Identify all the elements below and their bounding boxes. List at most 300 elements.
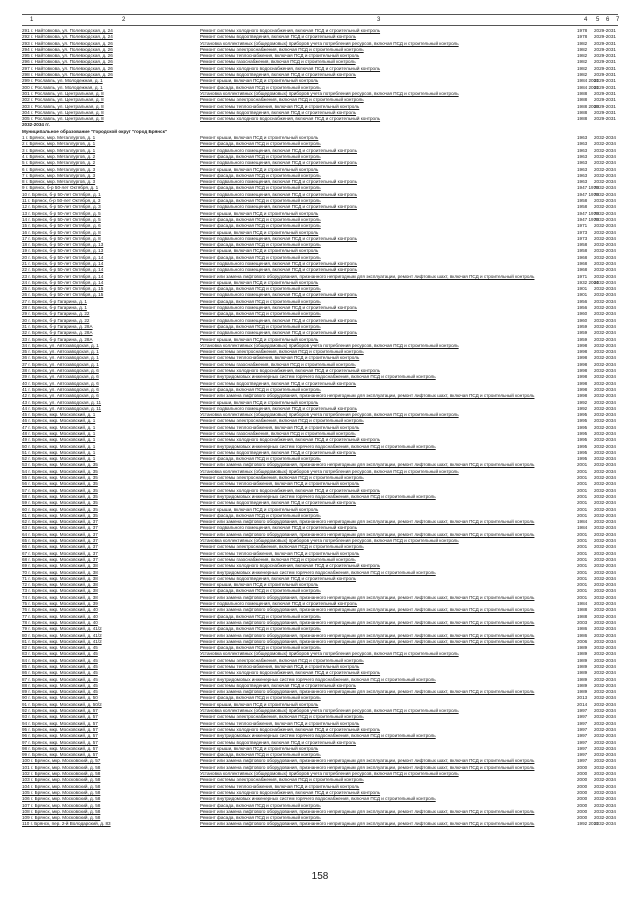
address-cell: 299 г. Рославль, ул. Молодежная, д. 1 — [22, 78, 103, 84]
address-cell: 19 г. Брянск, б-р 50-лет Октября, д. 13 — [22, 248, 104, 254]
year-built-cell: 2000 — [577, 777, 588, 783]
planned-period-cell: 2029-2031 — [594, 28, 616, 33]
table-header — [22, 14, 618, 26]
work-type-cell: Ремонт или замена лифтового оборудования, признанного непригодным для эксплуатации, ремонт лифтовых шахт, включая ПСД и строительный контроль — [200, 764, 535, 770]
year-built-cell: 1947 1978 — [577, 210, 599, 216]
address-cell: 9 г. Брянск, б-р 50-лет Октября, д. 1 — [22, 185, 99, 191]
planned-period-cell: 2029-2031 — [594, 65, 616, 71]
address-cell: 61 г. Брянск, мкр. Московский, д. 35 — [22, 512, 98, 518]
address-cell: 35 г. Брянск, ул. Автозаводская, д. 1 — [22, 349, 99, 355]
year-built-cell: 2000 — [577, 764, 588, 770]
year-built-cell: 2001 — [577, 512, 588, 518]
planned-period-cell: 2032-2034 — [594, 802, 616, 808]
work-type-cell: Установка коллективных (общедомовых) приборов учета потребления ресурсов, включая ПСД и строительный контроль — [200, 771, 459, 777]
work-type-cell: Ремонт системы водоотведения, включая ПСД и строительный контроль — [200, 575, 357, 581]
year-built-cell: 2001 — [577, 506, 588, 512]
address-cell: 30 г. Брянск, б-р Гагарина, д. 22 — [22, 317, 90, 323]
address-cell: 43 г. Брянск, ул. Автозаводская, д. 11 — [22, 399, 102, 405]
work-type-cell: Ремонт или замена лифтового оборудования, признанного непригодным для эксплуатации, ремонт лифтовых шахт, включая ПСД и строительный контроль — [200, 619, 535, 625]
planned-period-cell: 2032-2034 — [594, 701, 616, 707]
planned-period-cell: 2032-2034 — [594, 582, 616, 588]
planned-period-cell: 2032-2034 — [594, 298, 616, 304]
planned-period-cell: 2032-2034 — [594, 487, 616, 493]
planned-period-cell: 2032-2034 — [594, 431, 616, 436]
address-cell: 79 г. Брянск, мкр. Московский, д. 41/2 — [22, 626, 102, 632]
work-type-cell: Ремонт системы холодного водоснабжения, включая ПСД и строительный контроль — [200, 65, 381, 71]
planned-period-cell: 2032-2034 — [594, 613, 616, 619]
planned-period-cell: 2032-2034 — [594, 607, 616, 613]
col-header-4: 4 — [584, 17, 588, 23]
address-cell: 23 г. Брянск, б-р 50-лет Октября, д. 14 — [22, 273, 104, 279]
planned-period-cell: 2032-2034 — [594, 796, 616, 802]
work-type-cell: Ремонт внутридомовых инженерных систем горячего водоснабжения, включая ПСД и строительный контроль — [200, 443, 436, 449]
year-built-cell: 1963 — [577, 179, 588, 185]
planned-period-cell: 2032-2034 — [594, 638, 616, 644]
address-cell: 2 г. Брянск, мкр. Металлургов, д. 1 — [22, 141, 96, 147]
work-type-cell: Ремонт фасада, включая ПСД и строительный контроль — [200, 141, 321, 147]
year-built-cell: 2001 — [577, 493, 588, 499]
address-cell: 99 г. Брянск, мкр. Московский, д. 57 — [22, 752, 98, 758]
address-cell: 37 г. Брянск, ул. Автозаводская, д. 1 — [22, 361, 99, 367]
address-cell: 8 г. Брянск, мкр. Металлургов, д. 3 — [22, 179, 96, 185]
planned-period-cell: 2032-2034 — [594, 418, 616, 424]
planned-period-cell: 2029-2031 — [594, 84, 616, 90]
address-cell: 49 г. Брянск, мкр. Московский, д. 1 — [22, 437, 96, 443]
planned-period-cell: 2029-2031 — [594, 72, 616, 78]
work-type-cell: Ремонт системы электроснабжения, включая ПСД и строительный контроль — [200, 97, 364, 103]
address-cell: 94 г. Брянск, мкр. Московский, д. 57 — [22, 720, 98, 726]
planned-period-cell: 2032-2034 — [594, 556, 616, 562]
work-type-cell: Ремонт фасада, включая ПСД и строительный контроль — [200, 323, 321, 329]
work-type-cell: Ремонт системы газоснабжения, включая ПСД и строительный контроль — [200, 556, 356, 562]
year-built-cell: 1988 — [577, 613, 588, 619]
year-built-cell: 1958 — [577, 242, 588, 248]
year-built-cell: 1997 — [577, 720, 588, 726]
year-built-cell: 1988 — [577, 116, 588, 122]
col-header-5: 5 — [596, 17, 600, 23]
address-cell: 51 г. Брянск, мкр. Московский, д. 1 — [22, 449, 96, 455]
work-type-cell: Ремонт системы холодного водоснабжения, включая ПСД и строительный контроль — [200, 368, 381, 374]
address-cell: 25 г. Брянск, б-р 50-лет Октября, д. 15 — [22, 286, 104, 292]
planned-period-cell: 2032-2034 — [594, 412, 616, 418]
address-cell: 6 г. Брянск, мкр. Металлургов, д. 3 — [22, 166, 96, 172]
planned-period-cell: 2032-2034 — [594, 777, 616, 783]
work-type-cell: Ремонт или замена лифтового оборудования, признанного непригодным для эксплуатации, ремонт лифтовых шахт, включая ПСД и строительный контроль — [200, 758, 535, 764]
work-type-cell: Ремонт системы теплоснабжения, включая ПСД и строительный контроль — [200, 424, 360, 430]
work-type-cell: Ремонт или замена лифтового оборудования, признанного непригодным для эксплуатации, ремонт лифтовых шахт, включая ПСД и строительный контроль — [200, 273, 535, 279]
year-built-cell: 1984 2001 — [577, 78, 599, 84]
year-built-cell: 2000 — [577, 783, 588, 789]
work-type-cell: Установка коллективных (общедомовых) приборов учета потребления ресурсов, включая ПСД и строительный контроль — [200, 468, 459, 474]
address-cell: 303 г. Рославль, ул. Центральная, д. 8 — [22, 103, 104, 109]
planned-period-cell: 2032-2034 — [594, 235, 616, 241]
year-built-cell: 1995 — [577, 437, 588, 443]
year-built-cell: 1997 — [577, 745, 588, 751]
address-cell: 7 г. Брянск, мкр. Металлургов, д. 3 — [22, 172, 96, 178]
address-cell: 40 г. Брянск, ул. Автозаводская, д. 6 — [22, 380, 99, 386]
address-cell: 100 г. Брянск, мкр. Московский, д. 57 — [22, 758, 101, 764]
address-cell: 29 г. Брянск, б-р Гагарина, д. 22 — [22, 311, 90, 317]
address-cell: 88 г. Брянск, мкр. Московский, д. 45 — [22, 682, 98, 688]
year-built-cell: 1998 — [577, 380, 588, 386]
address-cell: 14 г. Брянск, б-р 50-лет Октября, д. 5 — [22, 216, 101, 222]
address-cell: 1 г. Брянск, мкр. Металлургов, д. 1 — [22, 135, 96, 141]
year-built-cell: 1988 — [577, 109, 588, 115]
planned-period-cell: 2029-2031 — [594, 90, 616, 96]
work-type-cell: Ремонт или замена лифтового оборудования, признанного непригодным для эксплуатации, ремонт лифтовых шахт, включая ПСД и строительный контроль — [200, 462, 535, 468]
work-type-cell: Ремонт подвального помещения, включая ПСД и строительный контроль — [200, 267, 357, 273]
year-built-cell: 1971 — [577, 273, 588, 279]
planned-period-cell: 2032-2034 — [594, 393, 616, 399]
year-built-cell: 1947 1978 — [577, 191, 599, 197]
address-cell: 108 г. Брянск, мкр. Московский, д. 58 — [22, 808, 101, 814]
planned-period-cell: 2032-2034 — [594, 651, 616, 657]
planned-period-cell: 2032-2034 — [594, 135, 616, 141]
work-type-cell: Ремонт системы теплоснабжения, включая ПСД и строительный контроль — [200, 663, 360, 669]
address-cell: 87 г. Брянск, мкр. Московский, д. 45 — [22, 676, 98, 682]
year-built-cell: 1997 — [577, 714, 588, 720]
work-type-cell: Ремонт системы теплоснабжения, включая ПСД и строительный контроль — [200, 720, 360, 726]
year-built-cell: 2003 — [577, 619, 588, 625]
planned-period-cell: 2032-2034 — [594, 141, 616, 147]
address-cell: 47 г. Брянск, мкр. Московский, д. 1 — [22, 424, 96, 430]
planned-period-cell: 2032-2034 — [594, 594, 616, 600]
work-type-cell: Ремонт подвального помещения, включая ПСД и строительный контроль — [200, 160, 357, 166]
work-type-cell: Установка коллективных (общедомовых) приборов учета потребления ресурсов, включая ПСД и строительный контроль — [200, 342, 459, 348]
address-cell: 33 г. Брянск, б-р Гагарина, д. 28А — [22, 336, 93, 342]
planned-period-cell: 2032-2034 — [594, 424, 616, 430]
address-cell: 60 г. Брянск, мкр. Московский, д. 35 — [22, 506, 98, 512]
address-cell: 10 г. Брянск, б-р 50-лет Октября, д. 1 — [22, 191, 101, 197]
year-built-cell: 2006 — [577, 638, 588, 644]
year-built-cell: 2001 — [577, 556, 588, 562]
address-cell: 39 г. Брянск, ул. Автозаводская, д. 6 — [22, 374, 99, 380]
work-type-cell: Ремонт фасада, включая ПСД и строительный контроль — [200, 84, 321, 90]
work-type-cell: Ремонт фасада, включая ПСД и строительный контроль — [200, 223, 321, 229]
work-type-cell: Ремонт или замена лифтового оборудования, признанного непригодным для эксплуатации, ремонт лифтовых шахт, включая ПСД и строительный контроль — [200, 519, 535, 525]
year-built-cell: 1989 — [577, 657, 588, 663]
col-header-2: 2 — [122, 17, 126, 23]
work-type-cell: Ремонт фасада, включая ПСД и строительный контроль — [200, 298, 321, 304]
planned-period-cell: 2032-2034 — [594, 626, 616, 632]
year-built-cell: 1988 2008 — [577, 103, 599, 109]
address-cell: 75 г. Брянск, мкр. Московский, д. 39 — [22, 601, 98, 607]
planned-period-cell: 2032-2034 — [594, 342, 616, 348]
work-type-cell: Ремонт системы холодного водоснабжения, включая ПСД и строительный контроль — [200, 789, 381, 795]
year-built-cell: 1995 — [577, 412, 588, 418]
planned-period-cell: 2032-2034 — [594, 405, 616, 411]
year-built-cell: 1995 — [577, 456, 588, 462]
address-cell: 69 г. Брянск, мкр. Московский, д. 38 — [22, 563, 98, 569]
address-cell: 95 г. Брянск, мкр. Московский, д. 57 — [22, 726, 98, 732]
planned-period-cell: 2032-2034 — [594, 663, 616, 669]
year-built-cell: 2001 — [577, 487, 588, 493]
year-built-cell: 1988 — [577, 97, 588, 103]
address-cell: 57 г. Брянск, мкр. Московский, д. 35 — [22, 487, 98, 493]
address-cell: 62 г. Брянск, мкр. Московский, д. 37 — [22, 519, 98, 525]
work-type-cell: Ремонт крыши, включая ПСД и строительный контроль — [200, 248, 319, 254]
planned-period-cell: 2029-2031 — [594, 46, 616, 52]
year-built-cell: 1968 — [577, 267, 588, 273]
planned-period-cell: 2032-2034 — [594, 493, 616, 499]
address-cell: 44 г. Брянск, ул. Автозаводская, д. 11 — [22, 405, 102, 411]
planned-period-cell: 2032-2034 — [594, 563, 616, 569]
address-cell: 296 г. Найтовкова, ул. Полевходская, д. 26 — [22, 59, 113, 65]
work-type-cell: Ремонт внутридомовых инженерных систем горячего водоснабжения, включая ПСД и строительный контроль — [200, 374, 436, 380]
address-cell: 98 г. Брянск, мкр. Московский, д. 57 — [22, 745, 98, 751]
year-built-cell: 2001 — [577, 500, 588, 506]
planned-period-cell: 2032-2034 — [594, 676, 616, 682]
work-type-cell: Ремонт системы электроснабжения, включая ПСД и строительный контроль — [200, 418, 364, 424]
table-body — [22, 28, 622, 828]
address-cell: 78 г. Брянск, мкр. Московский, д. 40 — [22, 619, 98, 625]
work-type-cell: Ремонт крыши, включая ПСД и строительный контроль — [200, 166, 319, 172]
address-cell: 24 г. Брянск, б-р 50-лет Октября, д. 14 — [22, 279, 104, 285]
work-type-cell: Ремонт фасада, включая ПСД и строительный контроль — [200, 645, 321, 651]
year-built-cell: 1989 — [577, 651, 588, 657]
planned-period-cell: 2032-2034 — [594, 336, 616, 342]
year-built-cell: 1963 — [577, 153, 588, 159]
year-built-cell: 2000 — [577, 796, 588, 802]
year-built-cell: 1984 2001 — [577, 84, 599, 90]
year-built-cell: 1956 — [577, 298, 588, 304]
year-built-cell: 1963 — [577, 172, 588, 178]
year-built-cell: 1986 — [577, 626, 588, 632]
work-type-cell: Ремонт системы холодного водоснабжения, включая ПСД и строительный контроль — [200, 726, 381, 732]
planned-period-cell: 2032-2034 — [594, 172, 616, 178]
year-built-cell: 1998 — [577, 355, 588, 361]
work-type-cell: Ремонт системы электроснабжения, включая ПСД и строительный контроль — [200, 657, 364, 663]
planned-period-cell: 2032-2034 — [594, 323, 616, 329]
address-cell: 104 г. Брянск, мкр. Московский, д. 58 — [22, 783, 101, 789]
year-built-cell: 1982 — [577, 72, 588, 78]
work-type-cell: Ремонт подвального помещения, включая ПСД и строительный контроль — [200, 292, 357, 298]
year-built-cell: 2013 — [577, 695, 588, 701]
planned-period-cell: 2032-2034 — [594, 657, 616, 663]
work-type-cell: Ремонт или замена лифтового оборудования, признанного непригодным для эксплуатации, ремонт лифтовых шахт, включая ПСД и строительный контроль — [200, 638, 535, 644]
work-type-cell: Ремонт крыши, включая ПСД и строительный контроль — [200, 78, 319, 84]
work-type-cell: Ремонт или замена лифтового оборудования, признанного непригодным для эксплуатации, ремонт лифтовых шахт, включая ПСД и строительный контроль — [200, 632, 535, 638]
planned-period-cell: 2032-2034 — [594, 726, 616, 732]
year-built-cell: 1968 — [577, 260, 588, 266]
col-header-6: 6 — [606, 17, 610, 23]
work-type-cell: Ремонт системы теплоснабжения, включая ПСД и строительный контроль — [200, 53, 360, 59]
year-built-cell: 1995 — [577, 424, 588, 430]
year-built-cell: 1984 — [577, 525, 588, 531]
work-type-cell: Ремонт системы электроснабжения, включая ПСД и строительный контроль — [200, 714, 364, 720]
planned-period-cell: 2032-2034 — [594, 311, 616, 317]
address-cell: 105 г. Брянск, мкр. Московский, д. 58 — [22, 789, 101, 795]
planned-period-cell: 2032-2034 — [594, 569, 616, 575]
year-built-cell: 1997 — [577, 752, 588, 758]
address-cell: Муниципальное образование "Городской округ "город Брянск" — [22, 128, 168, 134]
address-cell: 31 г. Брянск, б-р Гагарина, д. 28А — [22, 323, 93, 329]
address-cell: 291 г. Найтовкова, ул. Полевходская, д. 24 — [22, 28, 113, 33]
planned-period-cell: 2032-2034 — [594, 771, 616, 777]
year-built-cell: 1982 — [577, 46, 588, 52]
planned-period-cell: 2032-2034 — [594, 588, 616, 594]
year-built-cell: 1982 — [577, 40, 588, 46]
address-cell: 82 г. Брянск, мкр. Московский, д. 45 — [22, 645, 98, 651]
year-built-cell: 2001 — [577, 462, 588, 468]
planned-period-cell: 2032-2034 — [594, 481, 616, 487]
address-cell: 15 г. Брянск, б-р 50-лет Октября, д. 6 — [22, 223, 101, 229]
address-cell: 300 г. Рославль, ул. Молодежная, д. 1 — [22, 84, 103, 90]
work-type-cell: Ремонт фасада, включая ПСД и строительный контроль — [200, 512, 321, 518]
year-built-cell: 1973 — [577, 235, 588, 241]
year-built-cell: 1989 — [577, 689, 588, 695]
year-built-cell: 1997 — [577, 708, 588, 714]
year-built-cell: 1960 — [577, 311, 588, 317]
work-type-cell: Ремонт подвального помещения, включая ПСД и строительный контроль — [200, 204, 357, 210]
work-type-cell: Ремонт системы электроснабжения, включая ПСД и строительный контроль — [200, 475, 364, 481]
work-type-cell: Ремонт системы водоотведения, включая ПСД и строительный контроль — [200, 739, 357, 745]
address-cell: 5 г. Брянск, мкр. Металлургов, д. 2 — [22, 160, 96, 166]
planned-period-cell: 2029-2031 — [594, 59, 616, 65]
work-type-cell: Ремонт фасада, включая ПСД и строительный контроль — [200, 802, 321, 808]
work-type-cell: Ремонт или замена лифтового оборудования, признанного непригодным для эксплуатации, ремонт лифтовых шахт, включая ПСД и строительный контроль — [200, 821, 535, 827]
address-cell: 92 г. Брянск, мкр. Московский, д. 57 — [22, 708, 98, 714]
address-cell: 20 г. Брянск, б-р 50-лет Октября, д. 14 — [22, 254, 104, 260]
year-built-cell: 1989 — [577, 663, 588, 669]
planned-period-cell: 2032-2034 — [594, 808, 616, 814]
work-type-cell: Ремонт фасада, включая ПСД и строительный контроль — [200, 216, 321, 222]
planned-period-cell: 2032-2034 — [594, 267, 616, 273]
planned-period-cell: 2032-2034 — [594, 752, 616, 758]
year-built-cell: 1901 — [577, 286, 588, 292]
address-cell: 89 г. Брянск, мкр. Московский, д. 45 — [22, 689, 98, 695]
year-built-cell: 1963 — [577, 160, 588, 166]
address-cell: 85 г. Брянск, мкр. Московский, д. 45 — [22, 663, 98, 669]
year-built-cell: 2001 — [577, 544, 588, 550]
work-type-cell: Ремонт или замена лифтового оборудования, признанного непригодным для эксплуатации, ремонт лифтовых шахт, включая ПСД и строительный контроль — [200, 531, 535, 537]
year-built-cell: 1982 — [577, 65, 588, 71]
work-type-cell: Ремонт системы холодного водоснабжения, включая ПСД и строительный контроль — [200, 116, 381, 122]
work-type-cell: Ремонт системы электроснабжения, включая ПСД и строительный контроль — [200, 544, 364, 550]
year-built-cell: 2001 — [577, 531, 588, 537]
work-type-cell: Ремонт системы электроснабжения, включая ПСД и строительный контроль — [200, 777, 364, 783]
planned-period-cell: 2032-2034 — [594, 286, 616, 292]
address-cell: 54 г. Брянск, мкр. Московский, д. 35 — [22, 468, 98, 474]
work-type-cell: Ремонт фасада, включая ПСД и строительный контроль — [200, 695, 321, 701]
work-type-cell: Ремонт или замена лифтового оборудования, признанного непригодным для эксплуатации, ремонт лифтовых шахт, включая ПСД и строительный контроль — [200, 808, 535, 814]
planned-period-cell: 2032-2034 — [594, 462, 616, 468]
year-built-cell: 1989 — [577, 670, 588, 676]
planned-period-cell: 2032-2034 — [594, 733, 616, 739]
col-header-1: 1 — [30, 17, 34, 23]
address-cell: 26 г. Брянск, б-р 50-лет Октября, д. 15 — [22, 292, 104, 298]
work-type-cell: Ремонт внутридомовых инженерных систем горячего водоснабжения, включая ПСД и строительный контроль — [200, 733, 436, 739]
planned-period-cell: 2032-2034 — [594, 386, 616, 392]
work-type-cell: Ремонт подвального помещения, включая ПСД и строительный контроль — [200, 147, 357, 153]
address-cell: 72 г. Брянск, мкр. Московский, д. 38 — [22, 582, 98, 588]
address-cell: 81 г. Брянск, мкр. Московский, д. 41/2 — [22, 638, 102, 644]
address-cell: 16 г. Брянск, б-р 50-лет Октября, д. 8 — [22, 229, 101, 235]
work-type-cell: Ремонт фасада, включая ПСД и строительный контроль — [200, 752, 321, 758]
year-built-cell: 1989 — [577, 645, 588, 651]
year-built-cell: 1958 — [577, 248, 588, 254]
planned-period-cell: 2032-2034 — [594, 764, 616, 770]
work-type-cell: Ремонт фасада, включая ПСД и строительный контроль — [200, 626, 321, 632]
address-cell: 38 г. Брянск, ул. Автозаводская, д. 6 — [22, 368, 99, 374]
address-cell: 297 г. Найтовкова, ул. Полевходская, д. 26 — [22, 65, 113, 71]
planned-period-cell: 2032-2034 — [594, 380, 616, 386]
work-type-cell: Ремонт или замена лифтового оборудования, признанного непригодным для эксплуатации, ремонт лифтовых шахт, включая ПСД и строительный контроль — [200, 594, 535, 600]
planned-period-cell: 2032-2034 — [594, 166, 616, 172]
work-type-cell: Ремонт внутридомовых инженерных систем горячего водоснабжения, включая ПСД и строительный контроль — [200, 569, 436, 575]
work-type-cell: Ремонт фасада, включая ПСД и строительный контроль — [200, 185, 321, 191]
address-cell: 293 г. Найтовкова, ул. Полевходская, д. 26 — [22, 40, 113, 46]
address-cell: 11 г. Брянск, б-р 50-лет Октября, д. 3 — [22, 198, 101, 204]
address-cell: 52 г. Брянск, мкр. Московский, д. 1 — [22, 456, 96, 462]
planned-period-cell: 2032-2034 — [594, 670, 616, 676]
address-cell: 55 г. Брянск, мкр. Московский, д. 35 — [22, 475, 98, 481]
planned-period-cell: 2032-2034 — [594, 519, 616, 525]
year-built-cell: 2001 — [577, 582, 588, 588]
address-cell: 32 г. Брянск, б-р Гагарина, д. 28А — [22, 330, 93, 336]
work-type-cell: Ремонт фасада, включая ПСД и строительный контроль — [200, 153, 321, 159]
address-cell: 22 г. Брянск, б-р 50-лет Октября, д. 14 — [22, 267, 104, 273]
planned-period-cell: 2032-2034 — [594, 739, 616, 745]
planned-period-cell: 2032-2034 — [594, 456, 616, 462]
work-type-cell: Ремонт подвального помещения, включая ПСД и строительный контроль — [200, 235, 357, 241]
address-cell: 102 г. Брянск, мкр. Московский, д. 58 — [22, 771, 101, 777]
year-built-cell: 2014 — [577, 701, 588, 707]
address-cell: 107 г. Брянск, мкр. Московский, д. 58 — [22, 802, 101, 808]
year-built-cell: 1997 — [577, 726, 588, 732]
planned-period-cell: 2032-2034 — [594, 544, 616, 550]
work-type-cell: Ремонт подвального помещения, включая ПСД и строительный контроль — [200, 260, 357, 266]
planned-period-cell: 2032-2034 — [594, 538, 616, 544]
year-built-cell: 1978 — [577, 34, 588, 40]
address-cell: 59 г. Брянск, мкр. Московский, д. 35 — [22, 500, 98, 506]
planned-period-cell: 2029-2031 — [594, 34, 616, 40]
planned-period-cell: 2032-2034 — [594, 449, 616, 455]
year-built-cell: 1947 1978 — [577, 185, 599, 191]
year-built-cell: 2001 — [577, 538, 588, 544]
year-built-cell: 2000 — [577, 802, 588, 808]
year-built-cell: 1959 — [577, 330, 588, 336]
year-built-cell: 2000 — [577, 815, 588, 821]
year-built-cell: 1998 — [577, 393, 588, 399]
planned-period-cell: 2032-2034 — [594, 330, 616, 336]
work-type-cell: Ремонт крыши, включая ПСД и строительный контроль — [200, 210, 319, 216]
planned-period-cell: 2032-2034 — [594, 512, 616, 518]
address-cell: 58 г. Брянск, мкр. Московский, д. 35 — [22, 493, 98, 499]
planned-period-cell: 2032-2034 — [594, 789, 616, 795]
year-built-cell: 1971 — [577, 223, 588, 229]
year-built-cell: 1992 — [577, 399, 588, 405]
planned-period-cell: 2032-2034 — [594, 317, 616, 323]
address-cell: 21 г. Брянск, б-р 50-лет Октября, д. 14 — [22, 260, 104, 266]
work-type-cell: Ремонт крыши, включая ПСД и строительный контроль — [200, 701, 319, 707]
work-type-cell: Ремонт фасада, включая ПСД и строительный контроль — [200, 311, 321, 317]
planned-period-cell: 2029-2031 — [594, 53, 616, 59]
year-built-cell: 1978 — [577, 28, 588, 33]
work-type-cell: Ремонт системы теплоснабжения, включая ПСД и строительный контроль — [200, 783, 360, 789]
address-cell: 77 г. Брянск, мкр. Московский, д. 40 — [22, 613, 98, 619]
planned-period-cell: 2029-2031 — [594, 103, 616, 109]
planned-period-cell: 2032-2034 — [594, 714, 616, 720]
work-type-cell: Ремонт системы водоотведения, включая ПСД и строительный контроль — [200, 380, 357, 386]
work-type-cell: Ремонт фасада, включая ПСД и строительный контроль — [200, 456, 321, 462]
work-type-cell: Ремонт подвального помещения, включая ПСД и строительный контроль — [200, 405, 357, 411]
address-cell: 71 г. Брянск, мкр. Московский, д. 38 — [22, 575, 98, 581]
planned-period-cell: 2032-2034 — [594, 279, 616, 285]
address-cell: 305 г. Рославль, ул. Центральная, д. 8 — [22, 116, 104, 122]
address-cell: 97 г. Брянск, мкр. Московский, д. 57 — [22, 739, 98, 745]
work-type-cell: Ремонт системы газоснабжения, включая ПСД и строительный контроль — [200, 431, 356, 436]
